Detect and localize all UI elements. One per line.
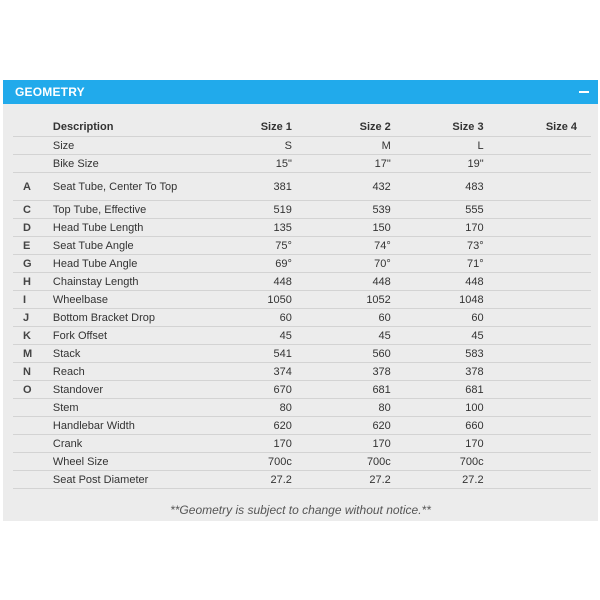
table-row (13, 219, 591, 237)
row-size-2: 700c (292, 453, 391, 471)
row-size-4 (484, 453, 591, 471)
row-letter (13, 417, 53, 435)
row-size-2: 560 (292, 345, 391, 363)
row-description: Size (53, 137, 191, 155)
row-description: Wheelbase (53, 291, 191, 309)
row-size-2: 448 (292, 273, 391, 291)
header-size-1: Size 1 (191, 117, 292, 137)
row-size-3: 483 (391, 173, 484, 201)
row-size-1: 519 (191, 201, 292, 219)
row-size-3: L (391, 137, 484, 155)
row-letter: C (13, 201, 53, 219)
table-row (13, 345, 591, 363)
panel-title: GEOMETRY (15, 85, 85, 99)
header-size-3: Size 3 (391, 117, 484, 137)
table-row (13, 201, 591, 219)
row-letter: O (13, 381, 53, 399)
row-size-4 (484, 219, 591, 237)
row-size-3: 681 (391, 381, 484, 399)
row-description: Standover (53, 381, 191, 399)
row-size-1: 670 (191, 381, 292, 399)
table-row (13, 309, 591, 327)
row-size-3: 170 (391, 435, 484, 453)
row-size-2: 170 (292, 435, 391, 453)
row-size-4 (484, 273, 591, 291)
row-size-1: 27.2 (191, 471, 292, 489)
row-size-1: 69° (191, 255, 292, 273)
row-letter: I (13, 291, 53, 309)
row-description: Seat Tube Angle (53, 237, 191, 255)
row-size-2: 74° (292, 237, 391, 255)
row-size-4 (484, 363, 591, 381)
row-size-4 (484, 435, 591, 453)
table-row (13, 291, 591, 309)
row-description: Bottom Bracket Drop (53, 309, 191, 327)
row-size-3: 60 (391, 309, 484, 327)
row-size-3: 19" (391, 155, 484, 173)
row-size-3: 170 (391, 219, 484, 237)
row-size-1: 1050 (191, 291, 292, 309)
row-size-2: 80 (292, 399, 391, 417)
row-size-3: 583 (391, 345, 484, 363)
row-size-4 (484, 309, 591, 327)
row-description: Stack (53, 345, 191, 363)
row-description: Reach (53, 363, 191, 381)
header-size-4: Size 4 (484, 117, 591, 137)
header-description: Description (53, 117, 191, 137)
row-size-2: 681 (292, 381, 391, 399)
row-size-1: 135 (191, 219, 292, 237)
row-size-2: 620 (292, 417, 391, 435)
row-size-4 (484, 381, 591, 399)
geometry-panel (3, 80, 598, 521)
row-size-1: 15" (191, 155, 292, 173)
geometry-table (13, 117, 591, 489)
table-row (13, 435, 591, 453)
row-size-1: 620 (191, 417, 292, 435)
row-size-1: 448 (191, 273, 292, 291)
row-letter: J (13, 309, 53, 327)
row-description: Handlebar Width (53, 417, 191, 435)
row-letter (13, 471, 53, 489)
row-description: Head Tube Length (53, 219, 191, 237)
row-size-3: 73° (391, 237, 484, 255)
row-size-4 (484, 345, 591, 363)
table-row (13, 417, 591, 435)
table-row (13, 381, 591, 399)
row-letter: K (13, 327, 53, 345)
row-size-1: 541 (191, 345, 292, 363)
row-size-2: 45 (292, 327, 391, 345)
row-size-2: 1052 (292, 291, 391, 309)
row-letter: A (13, 173, 53, 201)
row-size-4 (484, 155, 591, 173)
letter-header (13, 117, 53, 137)
row-letter (13, 137, 53, 155)
row-size-2: M (292, 137, 391, 155)
row-size-1: S (191, 137, 292, 155)
row-size-3: 660 (391, 417, 484, 435)
row-size-4 (484, 201, 591, 219)
table-row (13, 155, 591, 173)
row-size-3: 378 (391, 363, 484, 381)
row-size-4 (484, 237, 591, 255)
row-size-2: 60 (292, 309, 391, 327)
row-size-3: 1048 (391, 291, 484, 309)
row-description: Seat Post Diameter (53, 471, 191, 489)
row-letter: G (13, 255, 53, 273)
row-letter: M (13, 345, 53, 363)
table-row (13, 471, 591, 489)
row-description: Chainstay Length (53, 273, 191, 291)
row-description: Head Tube Angle (53, 255, 191, 273)
row-size-2: 539 (292, 201, 391, 219)
row-size-2: 378 (292, 363, 391, 381)
row-description: Fork Offset (53, 327, 191, 345)
table-header-row (13, 117, 591, 137)
row-description: Crank (53, 435, 191, 453)
row-size-4 (484, 399, 591, 417)
row-size-1: 80 (191, 399, 292, 417)
row-size-2: 432 (292, 173, 391, 201)
row-letter (13, 155, 53, 173)
row-size-2: 150 (292, 219, 391, 237)
row-description: Wheel Size (53, 453, 191, 471)
row-size-3: 45 (391, 327, 484, 345)
row-size-2: 27.2 (292, 471, 391, 489)
row-size-4 (484, 137, 591, 155)
row-size-3: 71° (391, 255, 484, 273)
row-size-1: 170 (191, 435, 292, 453)
row-letter (13, 399, 53, 417)
row-description: Stem (53, 399, 191, 417)
minus-icon[interactable] (577, 84, 591, 100)
table-row (13, 327, 591, 345)
row-letter (13, 453, 53, 471)
row-size-4 (484, 417, 591, 435)
row-description: Bike Size (53, 155, 191, 173)
table-row (13, 453, 591, 471)
row-size-3: 100 (391, 399, 484, 417)
row-size-1: 60 (191, 309, 292, 327)
table-row (13, 399, 591, 417)
row-size-3: 448 (391, 273, 484, 291)
table-row (13, 173, 591, 201)
row-description: Seat Tube, Center To Top (53, 173, 191, 201)
table-row (13, 137, 591, 155)
row-size-1: 381 (191, 173, 292, 201)
row-size-3: 555 (391, 201, 484, 219)
table-row (13, 255, 591, 273)
row-size-3: 27.2 (391, 471, 484, 489)
row-letter: H (13, 273, 53, 291)
row-size-1: 700c (191, 453, 292, 471)
row-size-4 (484, 327, 591, 345)
row-size-1: 374 (191, 363, 292, 381)
row-size-2: 17" (292, 155, 391, 173)
row-description: Top Tube, Effective (53, 201, 191, 219)
table-row (13, 237, 591, 255)
row-size-4 (484, 255, 591, 273)
row-letter: D (13, 219, 53, 237)
row-letter: N (13, 363, 53, 381)
row-size-1: 75° (191, 237, 292, 255)
footnote: **Geometry is subject to change without notice.** (170, 503, 431, 517)
row-size-1: 45 (191, 327, 292, 345)
row-size-4 (484, 291, 591, 309)
row-letter (13, 435, 53, 453)
row-size-4 (484, 173, 591, 201)
header-size-2: Size 2 (292, 117, 391, 137)
row-size-3: 700c (391, 453, 484, 471)
row-size-2: 70° (292, 255, 391, 273)
geometry-header[interactable] (3, 80, 598, 104)
row-size-4 (484, 471, 591, 489)
table-row (13, 273, 591, 291)
table-row (13, 363, 591, 381)
row-letter: E (13, 237, 53, 255)
